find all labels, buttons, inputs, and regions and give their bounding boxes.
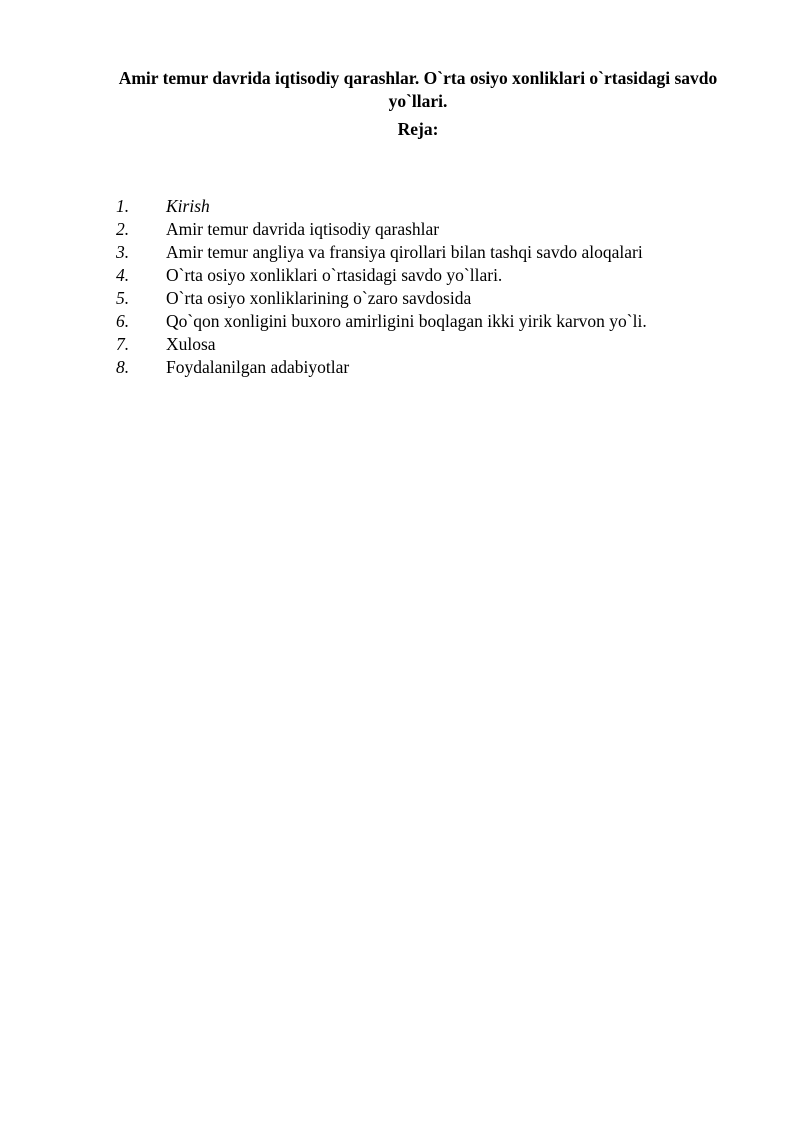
- plan-item-text: Xulosa: [166, 334, 216, 354]
- plan-item-text: Amir temur davrida iqtisodiy qarashlar: [166, 219, 440, 239]
- plan-item: [116, 310, 756, 333]
- plan-item: [116, 287, 756, 310]
- plan-item-number: 2.: [116, 219, 130, 239]
- plan-item: [116, 356, 756, 379]
- plan-item-text: Foydalanilgan adabiyotlar: [166, 357, 350, 377]
- plan-item-text: O`rta osiyo xonliklarining o`zaro savdosida: [166, 288, 472, 308]
- plan-item-number: 5.: [116, 288, 130, 308]
- plan-item-text: Amir temur angliya va fransiya qirollari bilan tashqi savdo aloqalari: [166, 242, 643, 262]
- plan-item-number: 7.: [116, 334, 130, 354]
- plan-item: [116, 241, 756, 264]
- plan-item-number: 6.: [116, 311, 130, 331]
- plan-item: [116, 264, 756, 287]
- plan-item-number: 1.: [116, 196, 130, 216]
- plan-item-number: 3.: [116, 242, 130, 262]
- plan-list: [116, 195, 756, 379]
- plan-item: [116, 195, 756, 218]
- document-title: Amir temur davrida iqtisodiy qarashlar. O`rta osiyo xonliklari o`rtasidagi savdo yo`llari.: [118, 68, 718, 111]
- plan-item-text: O`rta osiyo xonliklari o`rtasidagi savdo yo`llari.: [166, 265, 503, 285]
- plan-item-text: Qo`qon xonligini buxoro amirligini boqlagan ikki yirik karvon yo`li.: [166, 311, 647, 331]
- plan-heading: Reja:: [397, 119, 439, 139]
- plan-item: [116, 333, 756, 356]
- plan-item-text: Kirish: [166, 196, 210, 216]
- plan-item-number: 4.: [116, 265, 130, 285]
- plan-item: [116, 218, 756, 241]
- plan-item-number: 8.: [116, 357, 130, 377]
